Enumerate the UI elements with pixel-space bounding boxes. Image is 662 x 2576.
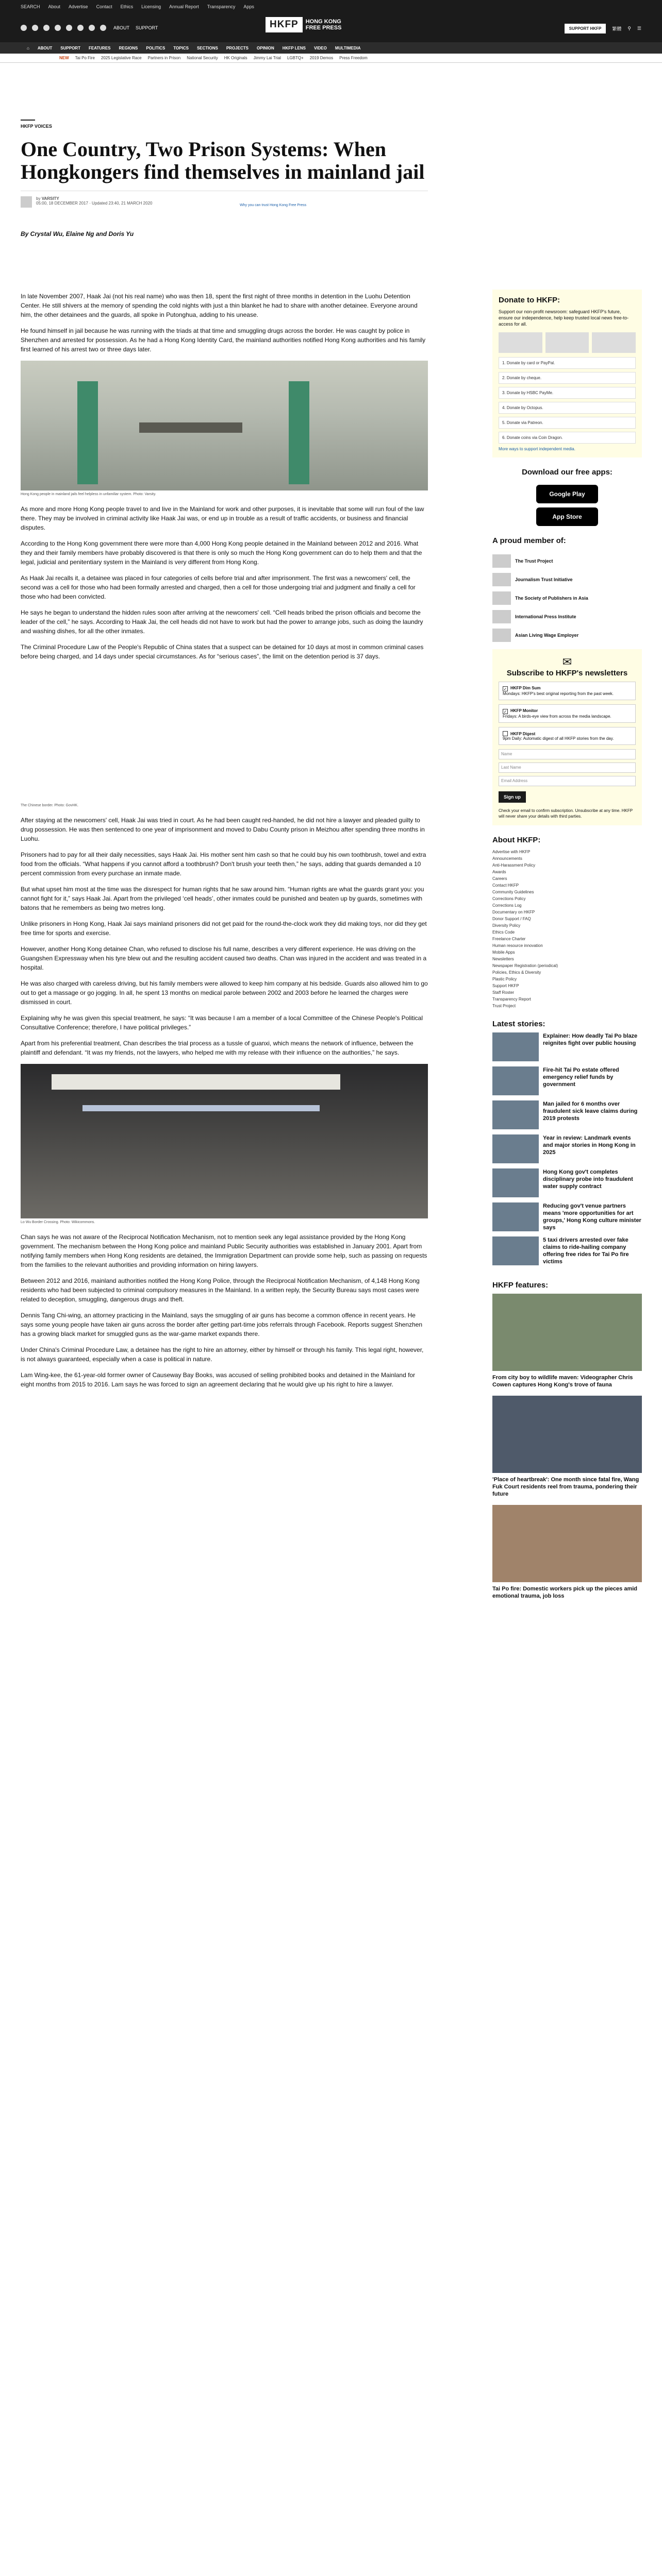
about-link[interactable]: Corrections Log [492,903,522,908]
masthead-support[interactable]: SUPPORT [136,25,158,30]
donate-box [492,290,642,457]
by-label: by [36,196,41,201]
nav-item[interactable]: OPINION [256,45,274,50]
nav-item[interactable]: PROJECTS [226,45,249,50]
article-title: One Country, Two Prison Systems: When Hongkongers find themselves in mainland jail [21,138,425,183]
about-link[interactable]: Transparency Report [492,997,531,1002]
article-authors: By Crystal Wu, Elaine Ng and Doris Yu [21,230,134,238]
nav-item[interactable]: HKFP LENS [282,45,306,50]
feature-headline: From city boy to wildlife maven: Videographer Chris Cowen captures Hong Kong's trove of fauna [492,1375,633,1388]
trending-item[interactable]: 2025 Legislative Race [101,56,142,60]
topbar-link[interactable]: Advertise [69,4,88,9]
logo-text: HONG KONG FREE PRESS [305,19,342,31]
donate-title: Donate to HKFP: [499,296,560,304]
paragraph: According to the Hong Kong government there were more than 4,000 Hong Kong people detained in the Mainland between 2012 and 2016. What they and their family members have probably discovered is that there is only so much the Hong Kong government can do to help them and that the legal, judicial and penitentiary system in the Mainland is very different from Hong Kong. [21,540,422,566]
thumbnail [492,1168,539,1197]
author-avatar [21,196,32,208]
paragraph: Between 2012 and 2016, mainland authorities notified the Hong Kong Police, through the Reciprocal Notification Mechanism, of 4,148 Hong Kong residents who had been subjected to criminal compulsory measures in the Mainland. In a written reply, the Security Bureau says most cases were related to deception, smuggling, dangerous drugs and theft. [21,1277,420,1303]
paragraph: After staying at the newcomers' cell, Haak Jai was tried in court. As he had been caught red-handed, he did not hire a lawyer and pleaded guilty to drug possession. He was then sentenced to one year of imprisonment and moved to Dabu County prison in Meizhou after spending three months in Luohu. [21,817,425,842]
features-title: HKFP features: [492,1281,549,1290]
donate-option[interactable]: 4. Donate by Octopus. [499,402,636,414]
thumbnail [492,1236,539,1265]
donate-option[interactable]: 1. Donate by card or PayPal. [499,357,636,369]
nav-item[interactable]: SECTIONS [196,45,218,50]
trending-label: NEW [59,56,69,60]
trending-item[interactable]: Press Freedom [339,56,368,60]
nav-item[interactable]: TOPICS [173,45,189,50]
linkedin-icon[interactable] [66,25,72,31]
sidebar [492,290,642,1607]
checkbox-checked-icon[interactable]: ✓ [503,709,507,714]
nav-item[interactable]: SUPPORT [60,45,80,50]
about-title: About HKFP: [492,836,541,844]
logo-mark: HKFP [266,17,303,32]
photo-caption: The Chinese border. Photo: GovHK. [21,804,79,807]
paragraph: Prisoners had to pay for all their daily necessities, says Haak Jai. His mother sent him cash so that he could buy his own toothbrush, towel and extra food from the officials. “What happens if you cannot afford a toothbrush? Don't brush your teeth then,” he says, adding that guards demanded a 10 percent commission from every purchase an inmate made. [21,851,426,877]
support-button[interactable]: SUPPORT HKFP [565,24,606,33]
nav-item[interactable]: REGIONS [119,45,138,50]
photo-caption: Hong Kong people in mainland jails feel helpless in unfamiliar system. Photo: Varsity. [21,493,156,496]
topbar-search[interactable]: SEARCH [21,4,40,9]
paragraph: He found himself in jail because he was running with the triads at that time and smuggling drugs across the border. He was caught by police in Shenzhen and arrested for possession. As he had a Hong Kong Identity Card, the mainland authorities notified Hong Kong authorities and his family first learned of his arrest two or three days later. [21,327,426,353]
article-dates: 05:00, 18 DECEMBER 2017 · Updated 23:40, 21 MARCH 2020 [36,201,153,206]
paragraph: Apart from his preferential treatment, Chan describes the trial process as a tussle of guanxi, which means the network of influence, between the plaintiff and defendant. “It was my friends, not the lawyers, who helped me with my release with their influence on the authorities,” he says. [21,1040,413,1056]
features-section [492,1270,642,1600]
latest-item[interactable] [492,1202,642,1231]
topbar-link[interactable]: Apps [243,4,254,9]
member-name: Journalism Trust Initiative [515,577,573,582]
thumbnail [492,1202,539,1231]
about-link[interactable]: Human resource innovation [492,943,543,948]
latest-headline: Hong Kong gov't completes disciplinary probe into fraudulent water supply contract [543,1169,633,1190]
photo-caption: Lo Wu Border Crossing. Photo: Wikicommons. [21,1221,95,1224]
about-link[interactable]: Freelance Charter [492,937,526,941]
feature-image [492,1396,642,1473]
trending-item[interactable]: Jimmy Lai Trial [253,56,281,60]
about-link[interactable]: Contact HKFP [492,883,519,888]
site-logo[interactable] [266,17,357,32]
trending-item[interactable]: LGBTQ+ [287,56,304,60]
topbar-link[interactable]: Annual Report [169,4,199,9]
about-link[interactable]: Advertise with HKFP [492,850,531,854]
latest-item[interactable] [492,1100,642,1129]
about-link[interactable]: Diversity Policy [492,923,521,928]
checkbox-checked-icon[interactable]: ✓ [503,687,507,691]
nav-item[interactable]: VIDEO [313,45,327,50]
about-link[interactable]: Newspaper Registration (periodical) [492,963,558,968]
topbar-link[interactable]: Contact [96,4,112,9]
feature-item[interactable] [492,1294,642,1388]
blank-embed [21,668,428,802]
paragraph: Under China's Criminal Procedure Law, a detainee has the right to hire an attorney, either by himself or through his family. This legal right, however, is not always guaranteed, especially when a case is political in nature. [21,1346,424,1363]
search-icon[interactable]: ⚲ [627,26,631,31]
latest-headline: Explainer: How deadly Tai Po blaze reignites fight over public housing [543,1033,638,1046]
newsletter-note: Check your email to confirm subscription. Unsubscribe at any time. HKFP will never share your details with third parties. [499,808,633,819]
about-link[interactable]: Corrections Policy [492,896,526,901]
newsletter-title: Subscribe to HKFP's newsletters [506,669,628,677]
newsletter-name: HKFP Monitor [510,708,538,713]
newsletter-desc: 9pm Daily: Automatic digest of all HKFP stories from the day. [503,736,614,741]
paragraph: Explaining why he was given this special treatment, he says: “It was because I am a member of a local Committee of the Chinese People's Political Consultative Conference; therefore, I have political privileges.” [21,1014,423,1031]
paragraph: He was also charged with careless driving, but his family members were allowed to keep him company at his bedside. Guards also allowed him to go out to get a massage or go jogging. In all, he spent 13 months on medical parole between 2002 and 2003 before he learned the charges were dismissed in court. [21,980,428,1006]
last-name-input[interactable]: Last Name [499,762,636,773]
about-link[interactable]: Newsletters [492,957,514,961]
paragraph: As Haak Jai recalls it, a detainee was placed in four categories of cells before trial and after imprisonment. The first was a newcomers' cell, the second was a cell for those who had been formally arrested and charged, then a cell for those undergoing trial and judgment and finally a cell for those who had been convicted. [21,574,416,600]
paragraph: As more and more Hong Kong people travel to and live in the Mainland for work and other purposes, it is inevitable that some will run foul of the law there. They may be involved in criminal activity like Haak Jai was, or end up in trouble as a result of traffic accidents, or business and financial disputes. [21,505,424,531]
mail-icon: ✉ [562,655,572,668]
member-logo [492,573,511,586]
app-store-button[interactable]: App Store [536,507,598,526]
paragraph: Unlike prisoners in Hong Kong, Haak Jai says mainland prisoners did not get paid for the round-the-clock work they did making toys, nor did they get free time for sports and exercise. [21,920,427,937]
about-link[interactable]: Documentary on HKFP [492,910,535,914]
nav-item[interactable]: ABOUT [37,45,53,50]
about-link[interactable]: Anti-Harassment Policy [492,863,536,868]
member-logo [492,610,511,623]
latest-headline: Year in review: Landmark events and major stories in Hong Kong in 2025 [543,1135,636,1156]
social-links [21,25,106,31]
article-kicker: HKFP VOICES [21,120,428,129]
paragraph: In late November 2007, Haak Jai (not his real name) who was then 18, spent the first night of three months in detention in the Luohu Detention Center. He still shivers at the memory of spending the cold nights with just a thin blanket he had to share with another detainee. Everyone around him, the other detainees and the guards, all spoke in Putonghua, adding to his unease. [21,293,418,318]
latest-title: Latest stories: [492,1020,545,1028]
latest-headline: 5 taxi drivers arrested over fake claims to ride-hailing company offering free rides for Tai Po fire victims [543,1237,629,1265]
about-link[interactable]: Plastic Policy [492,977,517,981]
checkbox-icon[interactable] [503,731,508,736]
byline [21,191,428,208]
trending-item[interactable]: Tai Po Fire [75,56,95,60]
signup-button[interactable]: Sign up [499,791,526,803]
newsletter-desc: Fridays: A birds-eye view from across the media landscape. [503,714,611,719]
threads-icon[interactable] [55,25,61,31]
article-photo [21,361,428,490]
topbar-link[interactable]: Transparency [207,4,236,9]
latest-item[interactable] [492,1134,642,1163]
paragraph: Dennis Tang Chi-wing, an attorney practicing in the Mainland, says the smuggling of air guns has become a common offence in recent years. He says some young people have taken air guns across the border after getting part-time jobs referrals through Facebook. Reports suggest Shenzhen has a growing black market for smuggled guns as the war-game market expands there. [21,1312,423,1337]
donate-option[interactable]: 3. Donate by HSBC PayMe. [499,387,636,399]
member-name: International Press Institute [515,614,576,619]
about-link[interactable]: Trust Project [492,1004,516,1008]
feature-headline: Tai Po fire: Domestic workers pick up the pieces amid emotional trauma, job loss [492,1586,637,1599]
topbar [0,0,662,13]
feature-headline: 'Place of heartbreak': One month since fatal fire, Wang Fuk Court residents reel from trauma, pondering their future [492,1477,639,1497]
about-link[interactable]: Policies, Ethics & Diversity [492,970,541,975]
member-item[interactable] [492,573,642,586]
feature-image [492,1294,642,1371]
newsletter-name: HKFP Digest [510,732,536,736]
payment-icon [592,332,636,353]
payment-icon [545,332,589,353]
paragraph: Chan says he was not aware of the Reciprocal Notification Mechanism, not to mention seek any legal assistance provided by the Hong Kong government. The mechanism between the Hong Kong police and mainland Public Security authorities was established in January 2001. Apart from notifying family members when Hong Kong residents are detained, the Immigration Department can provide some help, such as passing on requests from the families to the relevant authorities and providing information on hiring lawyers. [21,1233,427,1268]
main-nav [0,42,662,54]
newsletter-option[interactable] [499,727,636,745]
newsletter-box [492,649,642,825]
telegram-icon[interactable] [89,25,95,31]
trust-link[interactable]: Why you can trust Hong Kong Free Press [240,204,307,207]
latest-item[interactable] [492,1236,642,1265]
member-item[interactable] [492,554,642,568]
trending-item[interactable]: 2019 Demos [309,56,334,60]
name-input[interactable]: Name [499,749,636,759]
member-logo [492,591,511,605]
thumbnail [492,1066,539,1095]
trending-item[interactable]: Partners in Prison [147,56,181,60]
member-name: Asian Living Wage Employer [515,633,579,638]
masthead-about[interactable]: ABOUT [113,25,130,30]
thumbnail [492,1032,539,1061]
about-link[interactable]: Staff Roster [492,990,515,995]
paragraph: Lam Wing-kee, the 61-year-old former owner of Causeway Bay Books, was accused of selling prohibited books and detained in the Mainland for eight months from 2015 to 2016. Lam says he was forced to sign an agreement declaring that he would give up his right to hire a lawyer. [21,1371,416,1388]
member-name: The Society of Publishers in Asia [515,596,588,601]
nav-item[interactable]: POLITICS [146,45,166,50]
payment-icons [499,332,636,353]
member-logo [492,629,511,642]
latest-item[interactable] [492,1032,642,1061]
member-logo [492,554,511,568]
payment-icon [499,332,542,353]
about-link[interactable]: Careers [492,876,507,881]
member-item[interactable] [492,591,642,605]
member-item[interactable] [492,629,642,642]
donate-option[interactable]: 2. Donate by cheque. [499,372,636,384]
home-icon[interactable]: ⌂ [27,45,29,50]
email-input[interactable]: Email Address [499,776,636,786]
facebook-icon[interactable] [21,25,27,31]
author-name[interactable]: VARSITY [41,196,59,201]
member-name: The Trust Project [515,558,553,564]
about-link[interactable]: Community Guidelines [492,890,534,894]
apps-title: Download our free apps: [522,468,613,477]
newsletter-option[interactable] [499,704,636,723]
about-link[interactable]: Mobile Apps [492,950,515,955]
topbar-link[interactable]: Ethics [120,4,134,9]
latest-item[interactable] [492,1168,642,1197]
members-title: A proud member of: [492,536,566,545]
feature-item[interactable] [492,1505,642,1600]
about-link[interactable]: Announcements [492,856,522,861]
masthead [0,13,662,42]
about-link[interactable]: Awards [492,870,506,874]
paragraph: He says he began to understand the hidden rules soon after arriving at the newcomers' cell. “Cell heads bribed the prison officials and become the leader of the cell,” he says. According to Haak Jai, the cell heads did not have to work but had the power to arrange jobs, such as doing the laundry and washing dishes, for all the other inmates. [21,609,423,635]
feature-image [492,1505,642,1582]
paragraph: However, another Hong Kong detainee Chan, who refused to disclose his full name, describes a very different experience. He was driving on the Guangshen Expressway when his tyre blew out and the resulting accident caused two deaths. Chan was injured in the accident and was treated in a hospital. [21,945,427,971]
latest-headline: Man jailed for 6 months over fraudulent sick leave claims during 2019 protests [543,1101,638,1122]
about-link[interactable]: Ethics Code [492,930,515,935]
about-section [492,825,642,1009]
about-link[interactable]: Support HKFP [492,984,519,988]
about-link[interactable]: Donor Support / FAQ [492,917,531,921]
language-toggle[interactable]: 繁體 [612,26,622,31]
topbar-link[interactable]: About [48,4,61,9]
nav-item[interactable]: FEATURES [88,45,111,50]
newsletter-option[interactable] [499,682,636,700]
menu-icon[interactable]: ☰ [637,26,641,31]
article-body [21,292,428,1396]
whatsapp-icon[interactable] [100,25,106,31]
donate-option[interactable]: 6. Donate coins via Coin Dragon. [499,432,636,444]
instagram-icon[interactable] [43,25,49,31]
nav-item[interactable]: MULTIMEDIA [335,45,361,50]
donate-option[interactable]: 5. Donate via Patreon. [499,417,636,429]
topbar-link[interactable]: Licensing [141,4,161,9]
newsletter-name: HKFP Dim Sum [510,686,541,690]
latest-section [492,1009,642,1265]
border-crossing-photo [21,1064,428,1218]
trending-item[interactable]: HK Originals [224,56,247,60]
google-play-button[interactable]: Google Play [536,485,598,503]
newsletter-desc: Mondays: HKFP's best original reporting from the past week. [503,691,614,696]
trending-item[interactable]: National Security [187,56,218,60]
donate-text: Support our non-profit newsroom: safeguard HKFP's future, ensure our independence, help keep trusted local news free-to-access for all. [499,309,629,327]
paragraph: But what upset him most at the time was the disrespect for human rights that he saw around him. “Human rights are what the guards grant you: you cannot fight for it,” says Haak Jai. Apart from the privileged ‘cell heads’, other inmates could be punished and beaten up by guards, sometimes with batons that he remembers as being two metres long. [21,886,424,911]
x-icon[interactable] [32,25,38,31]
paragraph: The Criminal Procedure Law of the People's Republic of China states that a suspect can be detained for 10 days at most in common criminal cases before being charged, and 14 days under special circumstances. As for “serious cases”, the limit on the detention period is 37 days. [21,643,424,660]
feature-item[interactable] [492,1396,642,1498]
latest-item[interactable] [492,1066,642,1095]
latest-headline: Fire-hit Tai Po estate offered emergency relief funds by government [543,1067,619,1088]
youtube-icon[interactable] [77,25,84,31]
latest-headline: Reducing gov't venue partners means 'more opportunities for art groups,' Hong Kong culture minister says [543,1203,641,1231]
donate-more-link[interactable]: More ways to support independent media. [499,447,575,451]
thumbnail [492,1100,539,1129]
trending-bar [0,54,662,63]
member-item[interactable] [492,610,642,623]
thumbnail [492,1134,539,1163]
